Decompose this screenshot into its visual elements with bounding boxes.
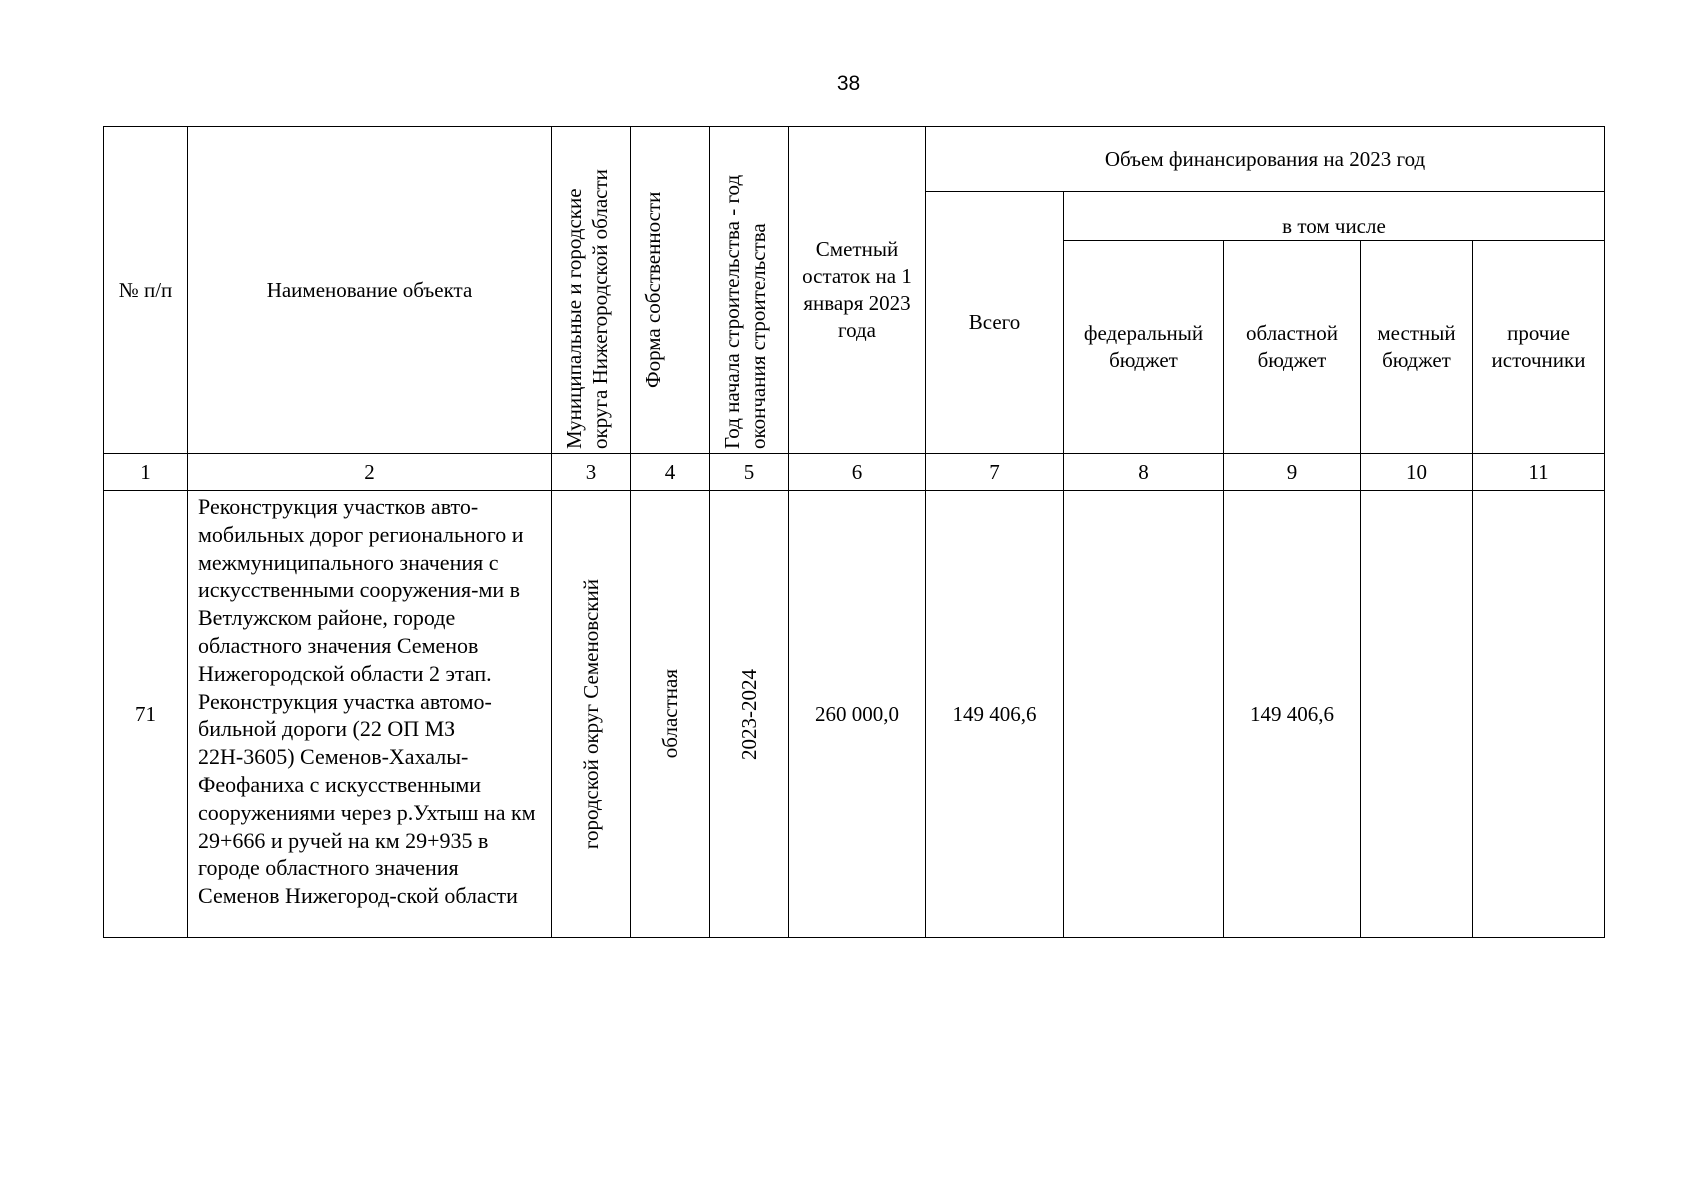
header-federal: федеральный бюджет	[1064, 241, 1224, 454]
header-total: Всего	[926, 192, 1064, 454]
colnum-3: 3	[552, 454, 631, 491]
header-local: местный бюджет	[1361, 241, 1473, 454]
colnum-6: 6	[789, 454, 926, 491]
header-ownership: Форма собственности	[631, 127, 710, 454]
colnum-9: 9	[1224, 454, 1361, 491]
header-financing: Объем финансирования на 2023 год	[926, 127, 1605, 192]
row-balance: 260 000,0	[789, 491, 926, 938]
row-total: 149 406,6	[926, 491, 1064, 938]
row-federal	[1064, 491, 1224, 938]
row-municipality: городской округ Семеновский	[552, 491, 631, 938]
header-row	[104, 127, 1605, 192]
row-num: 71	[104, 491, 188, 938]
colnum-2: 2	[188, 454, 552, 491]
financing-table	[103, 126, 1605, 938]
header-other: прочие источники	[1473, 241, 1605, 454]
header-municipality: Муниципальные и городские округа Нижегородской области	[552, 127, 631, 454]
header-years: Год начала строительства - год окончания строительства	[710, 127, 789, 454]
column-numbers-row	[104, 454, 1605, 491]
header-balance: Сметный остаток на 1 января 2023 года	[789, 127, 926, 454]
colnum-4: 4	[631, 454, 710, 491]
header-num: № п/п	[104, 127, 188, 454]
row-other	[1473, 491, 1605, 938]
row-ownership: областная	[631, 491, 710, 938]
row-name: Реконструкция участков авто-мобильных дорог регионального и межмуниципального значения с искусственными сооружения-ми в Ветлужском районе, городе областного значения Семенов Нижегородской области 2 этап. Реконструкция участка автомо-бильной дороги (22 ОП МЗ 22Н-3605) Семенов-Хахалы-Феофаниха с искусственными сооружениями через р.Ухтыш на км 29+666 и ручей на км 29+935 в городе областного значения Семенов Нижегород-ской области	[188, 491, 552, 938]
colnum-1: 1	[104, 454, 188, 491]
row-years: 2023-2024	[710, 491, 789, 938]
colnum-8: 8	[1064, 454, 1224, 491]
row-local	[1361, 491, 1473, 938]
colnum-11: 11	[1473, 454, 1605, 491]
page-number: 38	[836, 72, 861, 95]
colnum-5: 5	[710, 454, 789, 491]
header-including: в том числе	[1064, 192, 1605, 241]
table-row	[104, 491, 1605, 938]
colnum-7: 7	[926, 454, 1064, 491]
header-name: Наименование объекта	[188, 127, 552, 454]
header-regional: областной бюджет	[1224, 241, 1361, 454]
colnum-10: 10	[1361, 454, 1473, 491]
row-regional: 149 406,6	[1224, 491, 1361, 938]
